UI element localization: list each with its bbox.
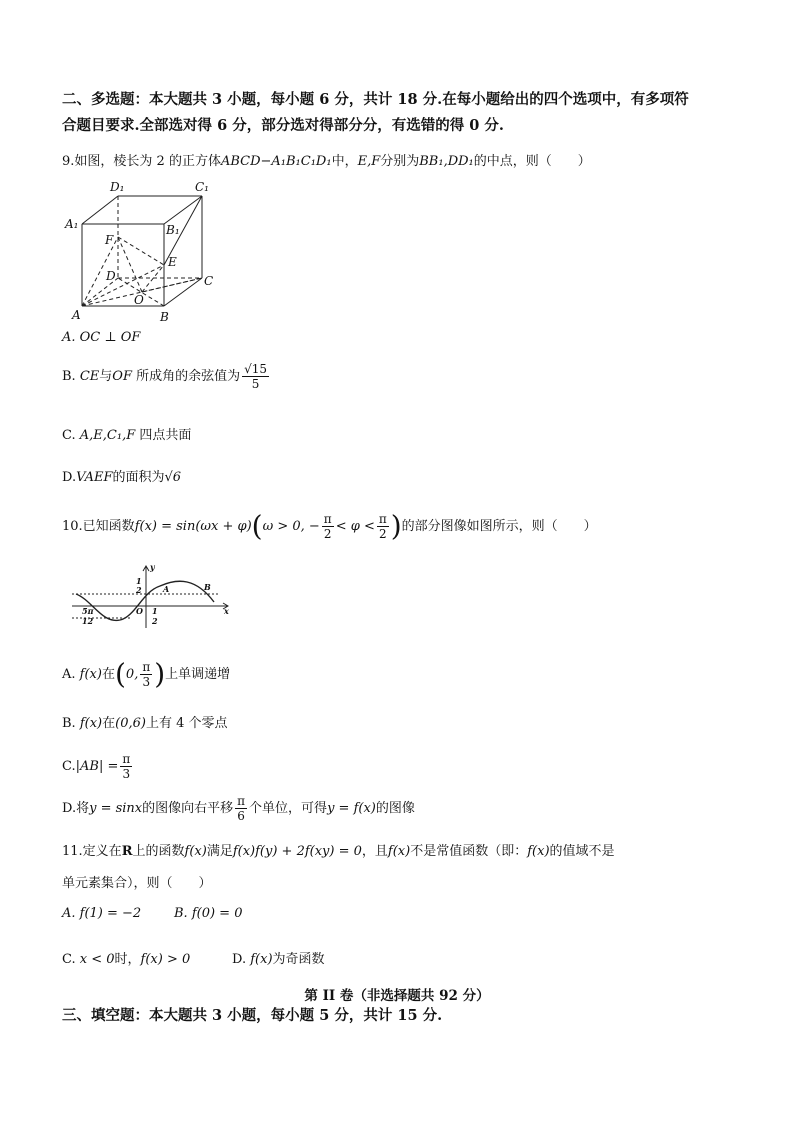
- q11-option-a: A. f(1) = −2: [62, 906, 142, 921]
- label-E: E: [168, 255, 177, 269]
- q10-stem: 10.已知函数f(x) = sin(ωx + φ)(ω > 0, − $\frac{\pi}{2}$ < φ < $\frac{\pi}{2}$ )的部分图像如图所示，则（ ）: [62, 509, 597, 543]
- label-A: A: [72, 308, 81, 322]
- label-C: C: [204, 274, 214, 288]
- q9-stem-text-a: 9.如图，棱长为 2 的正方体: [62, 154, 221, 169]
- q10-option-d: D.将y = sinx的图像向右平移 $\frac{\pi}{6}$ 个单位，可得y = f(x)的图像: [62, 794, 415, 823]
- q11-option-d: D. f(x)为奇函数: [232, 952, 325, 967]
- sine-graph: [68, 562, 238, 632]
- cube-figure: [60, 176, 230, 328]
- label-B: B: [160, 310, 169, 324]
- graph-y-label: y: [150, 562, 155, 572]
- label-D1: D₁: [110, 180, 125, 194]
- q9-midpoints: BB₁,DD₁: [419, 154, 474, 169]
- q11-stem-line2: 单元素集合），则（ ）: [62, 876, 212, 891]
- label-D: D: [106, 269, 116, 283]
- q9-stem-text-c: 分别为: [380, 154, 420, 169]
- q9-option-a: A. OC ⊥ OF: [62, 330, 141, 345]
- graph-half-den: 2: [152, 616, 158, 626]
- graph-half-num: 1: [152, 606, 158, 616]
- graph-point-B: B: [204, 582, 211, 592]
- label-A1: A₁: [65, 217, 79, 231]
- label-F: F: [105, 233, 114, 247]
- graph-x-label: x: [224, 606, 229, 616]
- q10-option-b: B. f(x)在(0,6)上有 4 个零点: [62, 716, 228, 731]
- label-B1: B₁: [166, 223, 180, 237]
- q9-option-c: C. A,E,C₁,F 四点共面: [62, 428, 192, 443]
- section2-line2: 合题目要求.全部选对得 6 分，部分选对得部分分，有选错的得 0 分.: [62, 117, 504, 134]
- q9-stem-text-d: 的中点，则（ ）: [473, 154, 591, 169]
- graph-twelve: 12: [82, 616, 94, 626]
- q11-option-c: C. x < 0时，f(x) > 0: [62, 952, 191, 967]
- section2-line1: 二、多选题：本大题共 3 小题，每小题 6 分，共计 18 分.在每小题给出的四个选项中，有多项符: [62, 91, 689, 108]
- graph-neg5pi: 5π: [82, 606, 94, 616]
- q11-option-b: B. f(0) = 0: [174, 906, 243, 921]
- q10-option-a: A. f(x)在(0, $\frac{\pi}{3}$ )上单调递增: [62, 657, 231, 691]
- graph-origin: O: [136, 606, 143, 616]
- q11-stem-line1: 11.定义在R上的函数f(x)满足f(x)f(y) + 2f(xy) = 0，且f(x)不是常值函数（即：f(x)的值域不是: [62, 844, 615, 859]
- graph-point-A: A: [163, 584, 170, 594]
- part2-title: 第 II 卷（非选择题共 92 分）: [304, 988, 490, 1004]
- q9-stem-text-b: 中，: [331, 154, 358, 169]
- q9-ef: E,F: [357, 154, 381, 169]
- q9-b-fraction: $\frac{√15}{5}$: [244, 362, 268, 391]
- graph-top-half-den: 2: [136, 585, 142, 595]
- q9-option-d: D.VAEF的面积为√6: [62, 470, 182, 485]
- q9-stem: [62, 150, 591, 169]
- graph-top-half-num: 1: [136, 576, 142, 586]
- q9-cube-name: ABCD−A₁B₁C₁D₁: [220, 154, 332, 169]
- q10-option-c: C.|AB| = $\frac{\pi}{3}$: [62, 752, 131, 781]
- label-C1: C₁: [195, 180, 209, 194]
- q9-option-b: B. CE与OF 所成角的余弦值为 $\frac{√15}{5}$: [62, 362, 268, 391]
- label-O: O: [134, 293, 144, 307]
- section3-header: 三、填空题：本大题共 3 小题，每小题 5 分，共计 15 分.: [62, 1007, 443, 1024]
